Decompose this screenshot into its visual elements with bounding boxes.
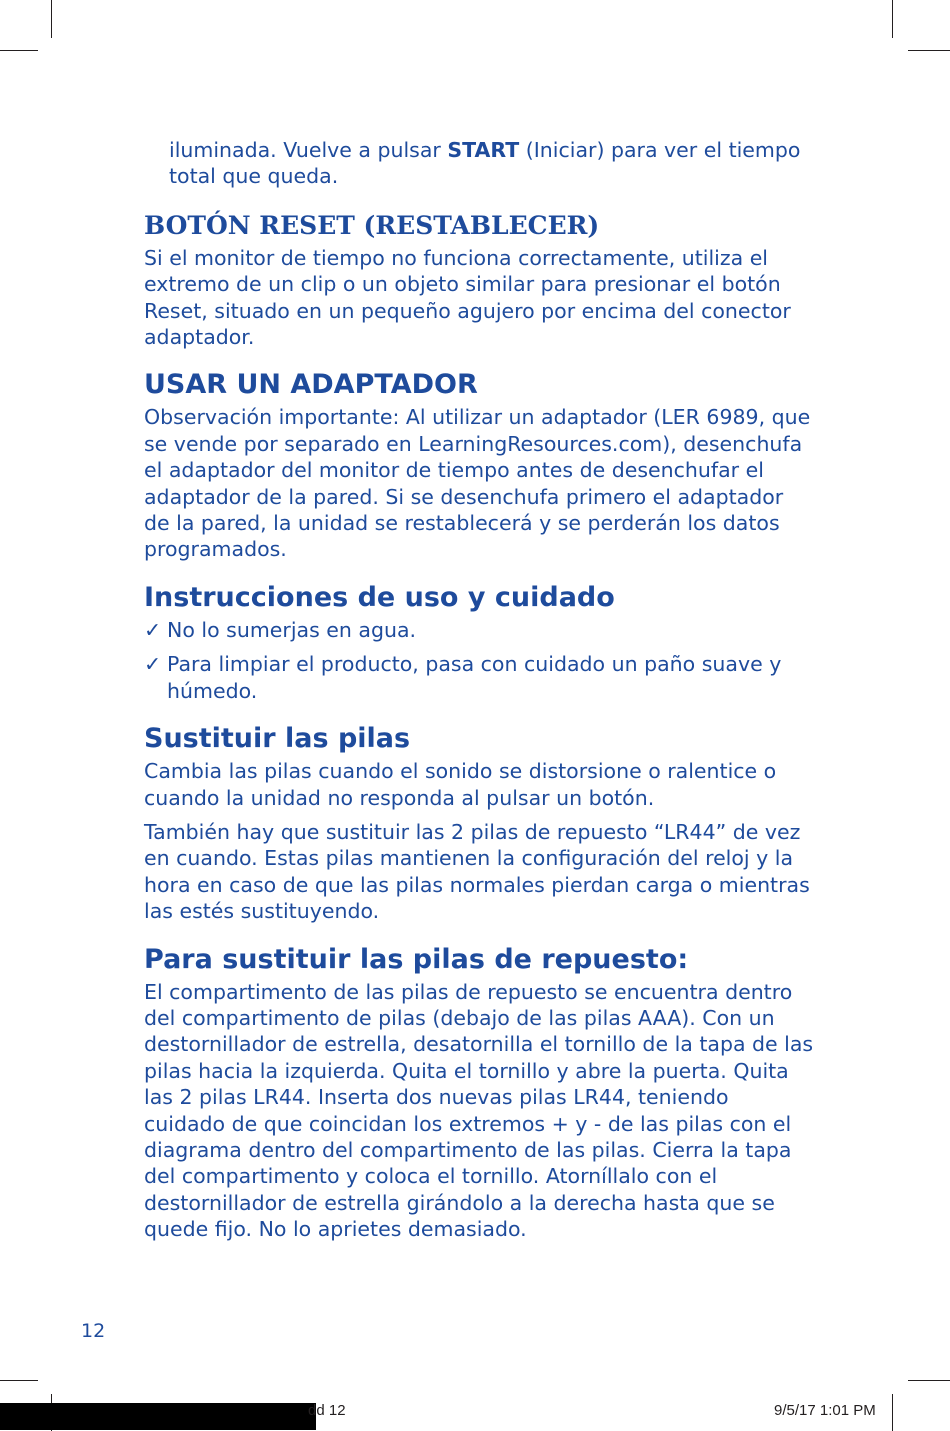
crop-mark-top-left-horizontal [0, 50, 38, 51]
batteries-heading: Sustituir las pilas [144, 723, 411, 755]
crop-mark-top-right-vertical [892, 0, 893, 38]
intro-text-pre: iluminada. Vuelve a pulsar [169, 138, 448, 162]
crop-mark-bottom-left-horizontal [0, 1380, 38, 1381]
batteries-body-1: Cambia las pilas cuando el sonido se distorsione o ralentice o cuando la unidad no responda al pulsar un botón. [144, 759, 777, 810]
page-content [144, 137, 814, 1243]
reset-body: Si el monitor de tiempo no funciona correctamente, utiliza el extremo de un clip o un objeto similar para presionar el botón Reset, situado en un pequeño agujero por encima del conector adaptador. [144, 245, 791, 350]
slug-filename: dd 12 [308, 1402, 346, 1419]
backup-body: El compartimento de las pilas de repuesto se encuentra dentro del compartimento de pilas (debajo de las pilas AAA). Con un destornillador de estrella, desatornilla el tornillo de la tapa de las pilas hacia la izquierda. Quita el tornillo y abre la puerta. Quita las 2 pilas LR44. Inserta dos nuevas pilas LR44, teniendo cuidado de que coincidan los extremos + y - de las pilas con el diagrama dentro del compartimento de las pilas. Cierra la tapa del compartimento y coloca el tornillo. Atorníllalo con el destornillador de estrella girándolo a la derecha hasta que se quede fijo. No lo aprietes demasiado. [144, 979, 814, 1242]
slug-redaction-bar [0, 1403, 316, 1430]
crop-mark-bottom-right-horizontal [908, 1380, 950, 1381]
care-heading: Instrucciones de uso y cuidado [144, 581, 615, 613]
checkmark-icon: ✓ [144, 617, 162, 642]
slug-date-time: 9/5/17 1:01 PM [774, 1402, 876, 1419]
reset-heading: BOTÓN RESET (RESTABLECER) [144, 210, 600, 240]
intro-text-post: (Iniciar) para ver el tiempo total que queda. [169, 138, 801, 189]
adapter-body: Observación importante: Al utilizar un adaptador (LER 6989, que se vende por separado en LearningResources.com), desenchufa el adaptador del monitor de tiempo antes de desenchufar el adaptador de la pared. Si se desenchufa primero el adaptador de la pared, la unidad se restablecerá y se perderán los datos programados. [144, 405, 811, 562]
care-item [144, 617, 814, 643]
care-item-text: Para limpiar el producto, pasa con cuidado un paño suave y húmedo. [167, 652, 782, 703]
adapter-heading: USAR UN ADAPTADOR [144, 369, 478, 401]
checkmark-icon: ✓ [144, 652, 162, 677]
intro-paragraph [144, 137, 814, 190]
batteries-body-2: También hay que sustituir las 2 pilas de repuesto “LR44” de vez en cuando. Estas pilas mantienen la configuración del reloj y la hora en caso de que las pilas normales pierdan carga o mientras las estés sustituyendo. [144, 819, 810, 924]
crop-mark-top-right-horizontal [908, 50, 950, 51]
crop-mark-bottom-right-vertical [892, 1394, 893, 1431]
care-item-text: No lo sumerjas en agua. [167, 617, 417, 642]
backup-heading: Para sustituir las pilas de repuesto: [144, 943, 689, 975]
page-number: 12 [81, 1320, 106, 1342]
intro-start-keyword: START [447, 138, 520, 162]
care-item [144, 651, 814, 704]
crop-mark-top-left-vertical [51, 0, 52, 38]
